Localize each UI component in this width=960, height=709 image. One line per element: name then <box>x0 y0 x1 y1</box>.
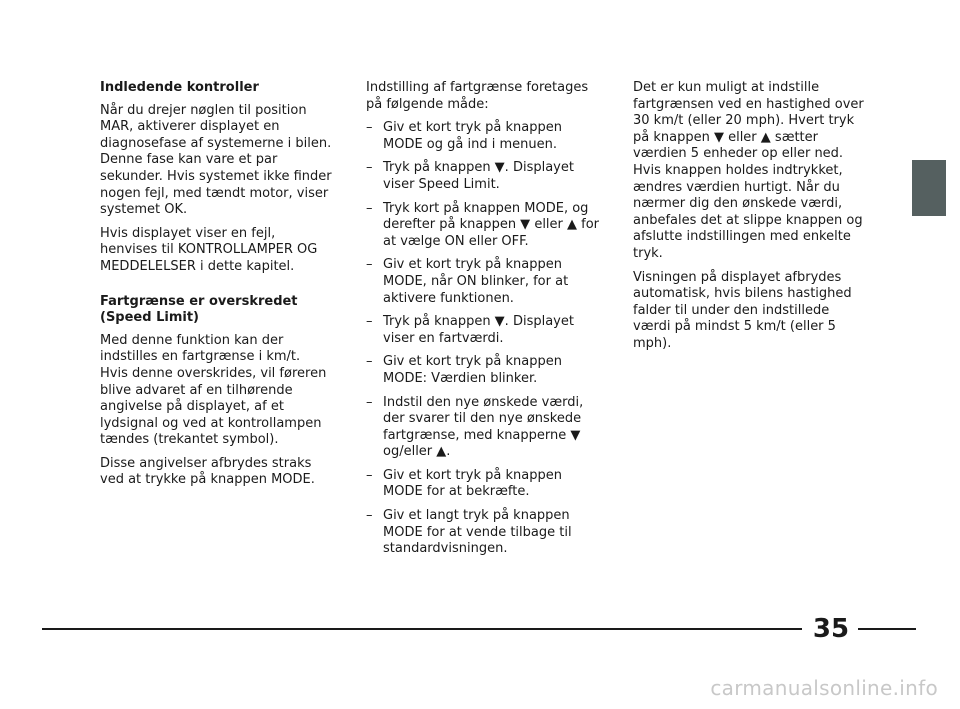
chapter-tab-marker <box>912 160 946 216</box>
column-left <box>100 80 332 496</box>
watermark-text: carmanualsonline.info <box>710 676 938 700</box>
paragraph-fault-reference: Hvis displayet viser en fejl, henvises til KONTROLLAMPER OG MEDDELELSER i dette kapitel. <box>100 225 318 274</box>
paragraph-mode-cancel: Disse angivelser afbrydes straks ved at trykke på knappen MODE. <box>100 455 315 488</box>
list-item: – Giv et kort tryk på knappen MODE, når ON blinker, for at aktivere funktionen. <box>366 257 602 307</box>
list-item: – Giv et langt tryk på knappen MODE for at vende tilbage til standardvisningen. <box>366 508 602 558</box>
list-item: – Tryk kort på knappen MODE, og derefter på knappen ▼ eller ▲ for at vælge ON eller OFF. <box>366 201 602 251</box>
setup-steps-list <box>366 120 602 558</box>
column-middle <box>366 80 602 565</box>
heading-speed-limit: Fartgrænse er overskredet (Speed Limit) <box>100 293 298 326</box>
list-item: – Tryk på knappen ▼. Displayet viser en fartværdi. <box>366 314 602 347</box>
page-number: 35 <box>812 614 850 644</box>
paragraph-setting-range: Det er kun muligt at indstille fartgrænsen ved en hastighed over 30 km/t (eller 20 mph). Hvert tryk på knappen ▼ eller ▲ sætter værdien 5 enheder op eller ned. Hvis knappen holdes indtrykket, ændres værdien hurtigt. Når du nærmer dig den ønskede værdi, anbefales det at slippe knappen og afslutte indstillingen med enkelte tryk. <box>633 80 864 261</box>
paragraph-diagnosis: Når du drejer nøglen til position MAR, aktiverer displayet en diagnosefase af systemerne i bilen. Denne fase kan vare et par sekunder. Hvis systemet ikke finder nogen fejl, med tændt motor, viser systemet OK. <box>100 102 332 218</box>
column-right <box>633 80 865 360</box>
paragraph-speed-limit-function: Med denne funktion kan der indstilles en fartgrænse i km/t. Hvis denne overskrides, vil føreren blive advaret af en tilhørende angivelse på displayet, af et lydsignal og ved at kontrollampen tændes (trekantet symbol). <box>100 332 327 448</box>
footer-rule-right <box>858 628 916 630</box>
list-item: – Giv et kort tryk på knappen MODE for at bekræfte. <box>366 468 602 501</box>
list-item: – Tryk på knappen ▼. Displayet viser Speed Limit. <box>366 160 602 193</box>
footer-rule-left <box>42 628 802 630</box>
list-item: – Giv et kort tryk på knappen MODE: Værdien blinker. <box>366 354 602 387</box>
list-item: – Indstil den nye ønskede værdi, der svarer til den nye ønskede fartgrænse, med knapperne ▼ og/eller ▲. <box>366 395 602 461</box>
heading-initial-checks: Indledende kontroller <box>100 80 259 95</box>
list-item: – Giv et kort tryk på knappen MODE og gå ind i menuen. <box>366 120 602 153</box>
paragraph-display-cancel: Visningen på displayet afbrydes automatisk, hvis bilens hastighed falder til under den indstillede værdi på mindst 5 km/t (eller 5 mph). <box>633 269 852 351</box>
paragraph-setup-intro: Indstilling af fartgrænse foretages på følgende måde: <box>366 80 589 112</box>
